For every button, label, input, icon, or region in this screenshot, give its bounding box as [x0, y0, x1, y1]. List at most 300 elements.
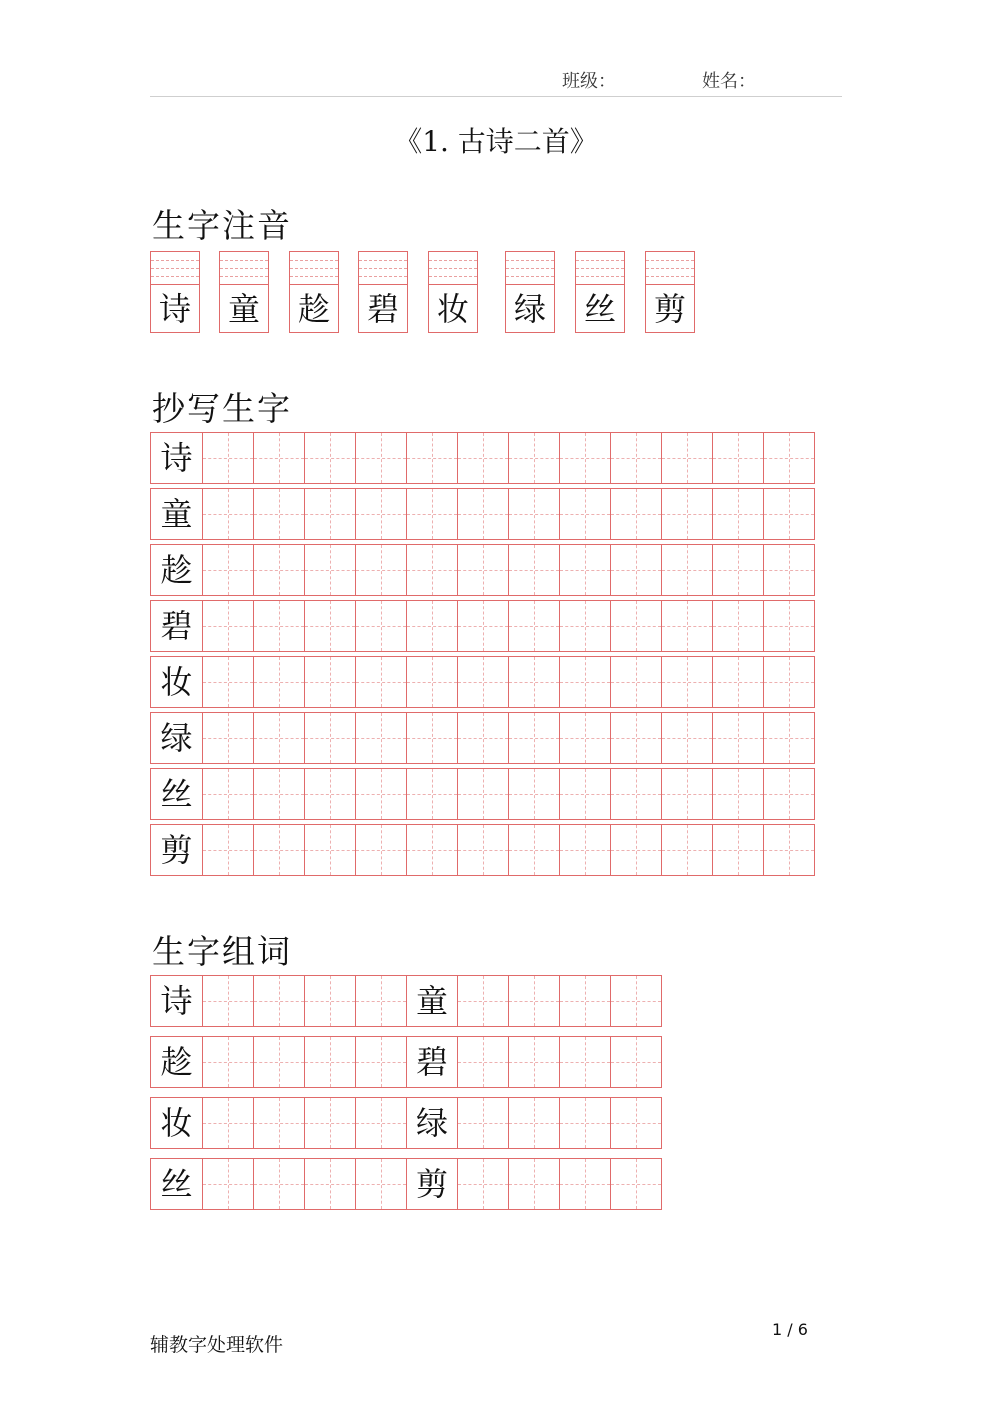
- word-row: [150, 1097, 662, 1149]
- guide-horizontal: [407, 458, 457, 459]
- writing-cell[interactable]: [304, 433, 355, 483]
- writing-cell[interactable]: [253, 601, 304, 651]
- pinyin-box-character: 趁: [297, 290, 330, 328]
- writing-cell[interactable]: [304, 1159, 355, 1209]
- guide-horizontal: [509, 850, 559, 851]
- sample-cell: [406, 976, 457, 1026]
- writing-cell[interactable]: [253, 769, 304, 819]
- writing-cell[interactable]: [559, 976, 610, 1026]
- writing-cell[interactable]: [610, 657, 661, 707]
- writing-cell[interactable]: [355, 489, 406, 539]
- writing-cell[interactable]: [355, 713, 406, 763]
- writing-cell[interactable]: [253, 1159, 304, 1209]
- guide-horizontal: [356, 1184, 406, 1185]
- writing-cell[interactable]: [661, 601, 712, 651]
- sample-character: 诗: [151, 433, 202, 483]
- pinyin-box-character: 童: [227, 290, 260, 328]
- pinyin-guide-line: [576, 268, 624, 269]
- guide-horizontal: [611, 682, 661, 683]
- writing-cell[interactable]: [610, 976, 661, 1026]
- guide-horizontal: [305, 458, 355, 459]
- writing-cell[interactable]: [559, 657, 610, 707]
- guide-horizontal: [305, 794, 355, 795]
- writing-cell[interactable]: [610, 769, 661, 819]
- pinyin-box[interactable]: [428, 251, 478, 333]
- writing-cell[interactable]: [304, 1037, 355, 1087]
- guide-horizontal: [203, 458, 253, 459]
- writing-cell[interactable]: [355, 976, 406, 1026]
- pinyin-guide-line: [429, 268, 477, 269]
- sample-character: 剪: [407, 1159, 457, 1209]
- writing-cell[interactable]: [406, 545, 457, 595]
- writing-cell[interactable]: [508, 433, 559, 483]
- writing-cell[interactable]: [253, 489, 304, 539]
- writing-cell[interactable]: [763, 769, 814, 819]
- guide-horizontal: [458, 1123, 508, 1124]
- writing-cell[interactable]: [406, 713, 457, 763]
- sample-cell: [151, 1037, 202, 1087]
- writing-cell[interactable]: [355, 1159, 406, 1209]
- sample-cell: [406, 1159, 457, 1209]
- writing-cell[interactable]: [508, 1037, 559, 1087]
- writing-cell[interactable]: [610, 601, 661, 651]
- writing-cell[interactable]: [457, 601, 508, 651]
- guide-horizontal: [764, 738, 814, 739]
- guide-horizontal: [407, 794, 457, 795]
- pinyin-guide-line: [151, 260, 199, 261]
- guide-horizontal: [254, 794, 304, 795]
- writing-cell[interactable]: [304, 769, 355, 819]
- guide-horizontal: [713, 458, 763, 459]
- writing-cell[interactable]: [610, 1159, 661, 1209]
- pinyin-box-character: 诗: [158, 290, 191, 328]
- guide-horizontal: [764, 682, 814, 683]
- writing-cell[interactable]: [559, 1098, 610, 1148]
- guide-horizontal: [356, 682, 406, 683]
- guide-horizontal: [203, 738, 253, 739]
- sample-cell: [151, 825, 202, 875]
- writing-cell[interactable]: [406, 489, 457, 539]
- sample-cell: [151, 769, 202, 819]
- guide-horizontal: [356, 1001, 406, 1002]
- sample-cell: [151, 601, 202, 651]
- writing-cell[interactable]: [661, 657, 712, 707]
- writing-cell[interactable]: [559, 1037, 610, 1087]
- writing-cell[interactable]: [763, 825, 814, 875]
- writing-cell[interactable]: [355, 433, 406, 483]
- guide-horizontal: [407, 738, 457, 739]
- guide-horizontal: [662, 682, 712, 683]
- writing-cell[interactable]: [610, 825, 661, 875]
- guide-horizontal: [458, 850, 508, 851]
- writing-cell[interactable]: [559, 825, 610, 875]
- guide-horizontal: [662, 514, 712, 515]
- section-words-title: 生字组词: [152, 932, 292, 971]
- guide-horizontal: [356, 1062, 406, 1063]
- pinyin-guide-line: [290, 268, 338, 269]
- writing-cell[interactable]: [253, 433, 304, 483]
- guide-horizontal: [203, 1123, 253, 1124]
- pinyin-guide-line: [359, 276, 407, 277]
- guide-horizontal: [764, 850, 814, 851]
- writing-cell[interactable]: [559, 433, 610, 483]
- guide-horizontal: [509, 1184, 559, 1185]
- writing-cell[interactable]: [355, 1037, 406, 1087]
- writing-cell[interactable]: [457, 976, 508, 1026]
- writing-cell[interactable]: [712, 657, 763, 707]
- writing-cell[interactable]: [508, 545, 559, 595]
- pinyin-box[interactable]: [219, 251, 269, 333]
- pinyin-guide-line: [359, 260, 407, 261]
- writing-cell[interactable]: [610, 713, 661, 763]
- guide-horizontal: [662, 570, 712, 571]
- guide-horizontal: [611, 1184, 661, 1185]
- guide-horizontal: [611, 738, 661, 739]
- writing-cell[interactable]: [457, 489, 508, 539]
- guide-horizontal: [407, 850, 457, 851]
- writing-cell[interactable]: [202, 976, 253, 1026]
- writing-cell[interactable]: [763, 657, 814, 707]
- writing-cell[interactable]: [202, 769, 253, 819]
- guide-horizontal: [356, 738, 406, 739]
- writing-cell[interactable]: [202, 601, 253, 651]
- writing-cell[interactable]: [202, 1098, 253, 1148]
- copy-row: [150, 544, 815, 596]
- writing-cell[interactable]: [253, 1098, 304, 1148]
- writing-cell[interactable]: [355, 769, 406, 819]
- writing-cell[interactable]: [304, 1098, 355, 1148]
- sample-cell: [151, 545, 202, 595]
- sample-character: 趁: [151, 545, 202, 595]
- writing-cell[interactable]: [253, 825, 304, 875]
- guide-horizontal: [254, 738, 304, 739]
- writing-cell[interactable]: [508, 601, 559, 651]
- writing-cell[interactable]: [202, 1159, 253, 1209]
- guide-horizontal: [305, 1001, 355, 1002]
- guide-horizontal: [203, 794, 253, 795]
- guide-horizontal: [407, 682, 457, 683]
- guide-horizontal: [407, 570, 457, 571]
- writing-cell[interactable]: [508, 1159, 559, 1209]
- guide-horizontal: [458, 1184, 508, 1185]
- writing-cell[interactable]: [661, 769, 712, 819]
- guide-horizontal: [611, 1123, 661, 1124]
- pinyin-box-character: 剪: [653, 290, 686, 328]
- guide-horizontal: [305, 514, 355, 515]
- guide-horizontal: [713, 514, 763, 515]
- guide-horizontal: [560, 570, 610, 571]
- writing-cell[interactable]: [355, 1098, 406, 1148]
- pinyin-box[interactable]: [575, 251, 625, 333]
- writing-cell[interactable]: [508, 825, 559, 875]
- writing-cell[interactable]: [559, 769, 610, 819]
- copy-row: [150, 656, 815, 708]
- guide-horizontal: [254, 850, 304, 851]
- pinyin-guide-line: [506, 276, 554, 277]
- pinyin-box[interactable]: [150, 251, 200, 333]
- sample-character: 绿: [407, 1098, 457, 1148]
- writing-cell[interactable]: [661, 713, 712, 763]
- pinyin-box[interactable]: [289, 251, 339, 333]
- guide-horizontal: [203, 626, 253, 627]
- guide-horizontal: [611, 1062, 661, 1063]
- guide-horizontal: [764, 570, 814, 571]
- sample-character: 妆: [151, 657, 202, 707]
- pinyin-box[interactable]: [358, 251, 408, 333]
- writing-cell[interactable]: [610, 1037, 661, 1087]
- guide-horizontal: [458, 626, 508, 627]
- writing-cell[interactable]: [457, 545, 508, 595]
- writing-cell[interactable]: [661, 825, 712, 875]
- guide-horizontal: [509, 682, 559, 683]
- header-divider: [150, 96, 842, 97]
- pinyin-box-character: 碧: [366, 290, 399, 328]
- writing-cell[interactable]: [763, 713, 814, 763]
- guide-horizontal: [254, 1001, 304, 1002]
- guide-horizontal: [662, 738, 712, 739]
- guide-horizontal: [662, 794, 712, 795]
- writing-cell[interactable]: [304, 713, 355, 763]
- sample-cell: [151, 713, 202, 763]
- guide-horizontal: [509, 738, 559, 739]
- guide-horizontal: [407, 514, 457, 515]
- sample-character: 剪: [151, 825, 202, 875]
- guide-horizontal: [611, 850, 661, 851]
- guide-horizontal: [611, 570, 661, 571]
- writing-cell[interactable]: [508, 769, 559, 819]
- guide-horizontal: [509, 1062, 559, 1063]
- writing-cell[interactable]: [508, 1098, 559, 1148]
- guide-horizontal: [509, 626, 559, 627]
- writing-cell[interactable]: [304, 545, 355, 595]
- software-name: 辅教字处理软件: [150, 1334, 284, 1356]
- pinyin-guide-line: [576, 276, 624, 277]
- writing-cell[interactable]: [457, 433, 508, 483]
- writing-cell[interactable]: [661, 545, 712, 595]
- writing-cell[interactable]: [712, 769, 763, 819]
- guide-horizontal: [356, 570, 406, 571]
- guide-horizontal: [764, 514, 814, 515]
- writing-cell[interactable]: [406, 825, 457, 875]
- pinyin-guide-line: [429, 260, 477, 261]
- writing-cell[interactable]: [661, 433, 712, 483]
- guide-horizontal: [254, 682, 304, 683]
- sample-character: 丝: [151, 769, 202, 819]
- writing-cell[interactable]: [610, 433, 661, 483]
- writing-cell[interactable]: [406, 657, 457, 707]
- writing-cell[interactable]: [508, 489, 559, 539]
- writing-cell[interactable]: [763, 489, 814, 539]
- writing-cell[interactable]: [202, 1037, 253, 1087]
- pinyin-guide-line: [290, 260, 338, 261]
- writing-cell[interactable]: [712, 713, 763, 763]
- guide-horizontal: [560, 1062, 610, 1063]
- writing-cell[interactable]: [202, 713, 253, 763]
- writing-cell[interactable]: [457, 1098, 508, 1148]
- guide-horizontal: [356, 794, 406, 795]
- writing-cell[interactable]: [559, 489, 610, 539]
- writing-cell[interactable]: [202, 657, 253, 707]
- pinyin-guide-line: [429, 276, 477, 277]
- guide-horizontal: [662, 458, 712, 459]
- guide-horizontal: [560, 458, 610, 459]
- guide-horizontal: [560, 1123, 610, 1124]
- sample-character: 诗: [151, 976, 202, 1026]
- guide-horizontal: [713, 626, 763, 627]
- writing-cell[interactable]: [304, 489, 355, 539]
- guide-horizontal: [356, 1123, 406, 1124]
- guide-horizontal: [611, 626, 661, 627]
- guide-horizontal: [203, 682, 253, 683]
- writing-cell[interactable]: [304, 825, 355, 875]
- writing-cell[interactable]: [406, 769, 457, 819]
- guide-horizontal: [356, 458, 406, 459]
- pinyin-guide-line: [646, 276, 694, 277]
- writing-cell[interactable]: [661, 489, 712, 539]
- writing-cell[interactable]: [712, 601, 763, 651]
- guide-horizontal: [203, 570, 253, 571]
- writing-cell[interactable]: [610, 1098, 661, 1148]
- writing-cell[interactable]: [559, 545, 610, 595]
- guide-horizontal: [356, 514, 406, 515]
- writing-cell[interactable]: [457, 769, 508, 819]
- writing-cell[interactable]: [304, 976, 355, 1026]
- guide-horizontal: [203, 1062, 253, 1063]
- copy-row: [150, 600, 815, 652]
- writing-cell[interactable]: [610, 489, 661, 539]
- pinyin-guide-line: [290, 276, 338, 277]
- sample-cell: [151, 433, 202, 483]
- guide-horizontal: [203, 514, 253, 515]
- pinyin-box[interactable]: [505, 251, 555, 333]
- writing-cell[interactable]: [253, 1037, 304, 1087]
- sample-character: 绿: [151, 713, 202, 763]
- pinyin-box-character: 丝: [583, 290, 616, 328]
- guide-horizontal: [305, 682, 355, 683]
- guide-horizontal: [662, 850, 712, 851]
- guide-horizontal: [203, 1001, 253, 1002]
- section-copy-title: 抄写生字: [152, 389, 292, 428]
- writing-cell[interactable]: [763, 601, 814, 651]
- guide-horizontal: [254, 570, 304, 571]
- writing-cell[interactable]: [559, 1159, 610, 1209]
- writing-cell[interactable]: [457, 657, 508, 707]
- guide-horizontal: [713, 850, 763, 851]
- copy-row: [150, 432, 815, 484]
- guide-horizontal: [305, 1184, 355, 1185]
- writing-cell[interactable]: [355, 601, 406, 651]
- guide-horizontal: [713, 682, 763, 683]
- sample-cell: [151, 1159, 202, 1209]
- word-row: [150, 1036, 662, 1088]
- writing-cell[interactable]: [406, 433, 457, 483]
- guide-horizontal: [458, 514, 508, 515]
- writing-cell[interactable]: [712, 489, 763, 539]
- writing-cell[interactable]: [559, 713, 610, 763]
- guide-horizontal: [458, 794, 508, 795]
- word-row: [150, 1158, 662, 1210]
- guide-horizontal: [560, 738, 610, 739]
- sample-character: 妆: [151, 1098, 202, 1148]
- guide-horizontal: [305, 1062, 355, 1063]
- writing-cell[interactable]: [763, 433, 814, 483]
- writing-cell[interactable]: [712, 433, 763, 483]
- pinyin-guide-line: [359, 268, 407, 269]
- guide-horizontal: [611, 794, 661, 795]
- writing-cell[interactable]: [610, 545, 661, 595]
- guide-horizontal: [560, 682, 610, 683]
- writing-cell[interactable]: [253, 976, 304, 1026]
- writing-cell[interactable]: [508, 657, 559, 707]
- writing-cell[interactable]: [202, 489, 253, 539]
- guide-horizontal: [254, 1062, 304, 1063]
- writing-cell[interactable]: [202, 825, 253, 875]
- sample-character: 碧: [151, 601, 202, 651]
- class-label: 班级：: [562, 71, 616, 92]
- section-pinyin-title: 生字注音: [152, 206, 292, 245]
- writing-cell[interactable]: [202, 433, 253, 483]
- writing-cell[interactable]: [355, 825, 406, 875]
- pinyin-box[interactable]: [645, 251, 695, 333]
- page-number: 1 / 6: [772, 1320, 808, 1339]
- writing-cell[interactable]: [202, 545, 253, 595]
- writing-cell[interactable]: [712, 545, 763, 595]
- page-title: 《1. 古诗二首》: [394, 125, 598, 158]
- sample-cell: [151, 976, 202, 1026]
- sample-character: 童: [151, 489, 202, 539]
- writing-cell[interactable]: [712, 825, 763, 875]
- name-label: 姓名：: [702, 71, 756, 92]
- sample-cell: [151, 1098, 202, 1148]
- writing-cell[interactable]: [355, 657, 406, 707]
- guide-horizontal: [305, 850, 355, 851]
- writing-cell[interactable]: [304, 657, 355, 707]
- writing-cell[interactable]: [355, 545, 406, 595]
- writing-cell[interactable]: [304, 601, 355, 651]
- guide-horizontal: [305, 626, 355, 627]
- guide-horizontal: [458, 570, 508, 571]
- writing-cell[interactable]: [457, 1159, 508, 1209]
- copy-row: [150, 824, 815, 876]
- guide-horizontal: [458, 1062, 508, 1063]
- writing-cell[interactable]: [559, 601, 610, 651]
- guide-horizontal: [458, 1001, 508, 1002]
- writing-cell[interactable]: [763, 545, 814, 595]
- guide-horizontal: [305, 738, 355, 739]
- writing-cell[interactable]: [508, 713, 559, 763]
- copy-row: [150, 488, 815, 540]
- guide-horizontal: [458, 458, 508, 459]
- writing-cell[interactable]: [457, 1037, 508, 1087]
- writing-cell[interactable]: [253, 713, 304, 763]
- sample-cell: [151, 657, 202, 707]
- sample-character: 趁: [151, 1037, 202, 1087]
- writing-cell[interactable]: [508, 976, 559, 1026]
- sample-cell: [406, 1098, 457, 1148]
- writing-cell[interactable]: [457, 713, 508, 763]
- guide-horizontal: [509, 570, 559, 571]
- writing-cell[interactable]: [457, 825, 508, 875]
- writing-cell[interactable]: [406, 601, 457, 651]
- writing-cell[interactable]: [253, 545, 304, 595]
- guide-horizontal: [305, 1123, 355, 1124]
- guide-horizontal: [509, 514, 559, 515]
- copy-row: [150, 768, 815, 820]
- guide-horizontal: [254, 1184, 304, 1185]
- sample-character: 碧: [407, 1037, 457, 1087]
- writing-cell[interactable]: [253, 657, 304, 707]
- pinyin-guide-line: [220, 260, 268, 261]
